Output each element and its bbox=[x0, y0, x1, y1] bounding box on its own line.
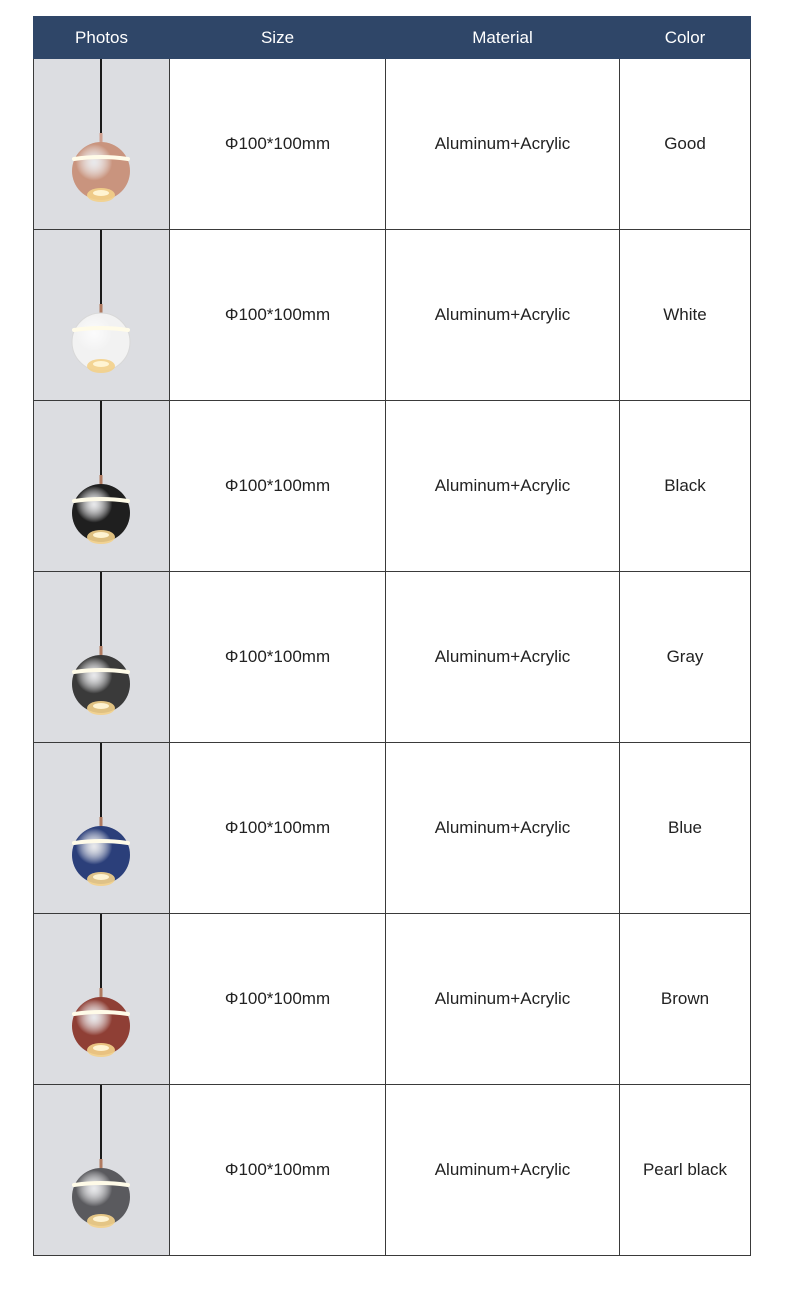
color-cell: Good bbox=[620, 59, 751, 230]
pendant-lamp-image bbox=[34, 230, 168, 400]
table-row bbox=[34, 572, 751, 743]
table-row bbox=[34, 59, 751, 230]
table-header bbox=[34, 17, 751, 59]
lens-glow bbox=[93, 1045, 109, 1051]
light-band bbox=[74, 1183, 128, 1185]
material-cell: Aluminum+Acrylic bbox=[386, 743, 620, 914]
header-row bbox=[34, 17, 751, 59]
pendant-lamp-image bbox=[34, 572, 168, 742]
color-cell: Gray bbox=[620, 572, 751, 743]
material-cell: Aluminum+Acrylic bbox=[386, 1085, 620, 1256]
table-row bbox=[34, 230, 751, 401]
material-cell: Aluminum+Acrylic bbox=[386, 914, 620, 1085]
light-band bbox=[74, 328, 128, 330]
size-cell: Φ100*100mm bbox=[170, 230, 386, 401]
table-row bbox=[34, 914, 751, 1085]
lamp-photo bbox=[34, 572, 170, 743]
material-cell: Aluminum+Acrylic bbox=[386, 572, 620, 743]
table-body bbox=[34, 59, 751, 1256]
lamp-photo bbox=[34, 914, 170, 1085]
size-cell: Φ100*100mm bbox=[170, 914, 386, 1085]
header-color: Color bbox=[620, 17, 751, 59]
lens-glow bbox=[93, 361, 109, 367]
color-cell: Brown bbox=[620, 914, 751, 1085]
table-row bbox=[34, 743, 751, 914]
material-cell: Aluminum+Acrylic bbox=[386, 230, 620, 401]
color-cell: Blue bbox=[620, 743, 751, 914]
size-cell: Φ100*100mm bbox=[170, 401, 386, 572]
lens-glow bbox=[93, 532, 109, 538]
material-cell: Aluminum+Acrylic bbox=[386, 401, 620, 572]
light-band bbox=[74, 841, 128, 843]
size-cell: Φ100*100mm bbox=[170, 743, 386, 914]
light-band bbox=[74, 1012, 128, 1014]
product-spec-table bbox=[33, 16, 751, 1256]
pendant-lamp-image bbox=[34, 743, 168, 913]
pendant-lamp-image bbox=[34, 401, 168, 571]
light-band bbox=[74, 157, 128, 159]
size-cell: Φ100*100mm bbox=[170, 572, 386, 743]
lamp-photo bbox=[34, 1085, 170, 1256]
color-cell: White bbox=[620, 230, 751, 401]
material-cell: Aluminum+Acrylic bbox=[386, 59, 620, 230]
pendant-lamp-image bbox=[34, 59, 168, 229]
light-band bbox=[74, 670, 128, 672]
lens-glow bbox=[93, 190, 109, 196]
lamp-photo bbox=[34, 743, 170, 914]
lens-glow bbox=[93, 1216, 109, 1222]
lens-glow bbox=[93, 703, 109, 709]
pendant-lamp-image bbox=[34, 1085, 168, 1255]
table-row bbox=[34, 1085, 751, 1256]
size-cell: Φ100*100mm bbox=[170, 1085, 386, 1256]
color-cell: Pearl black bbox=[620, 1085, 751, 1256]
header-photos: Photos bbox=[34, 17, 170, 59]
lamp-photo bbox=[34, 59, 170, 230]
lens-glow bbox=[93, 874, 109, 880]
table-row bbox=[34, 401, 751, 572]
color-cell: Black bbox=[620, 401, 751, 572]
lamp-photo bbox=[34, 230, 170, 401]
lamp-photo bbox=[34, 401, 170, 572]
size-cell: Φ100*100mm bbox=[170, 59, 386, 230]
pendant-lamp-image bbox=[34, 914, 168, 1084]
light-band bbox=[74, 499, 128, 501]
header-material: Material bbox=[386, 17, 620, 59]
header-size: Size bbox=[170, 17, 386, 59]
